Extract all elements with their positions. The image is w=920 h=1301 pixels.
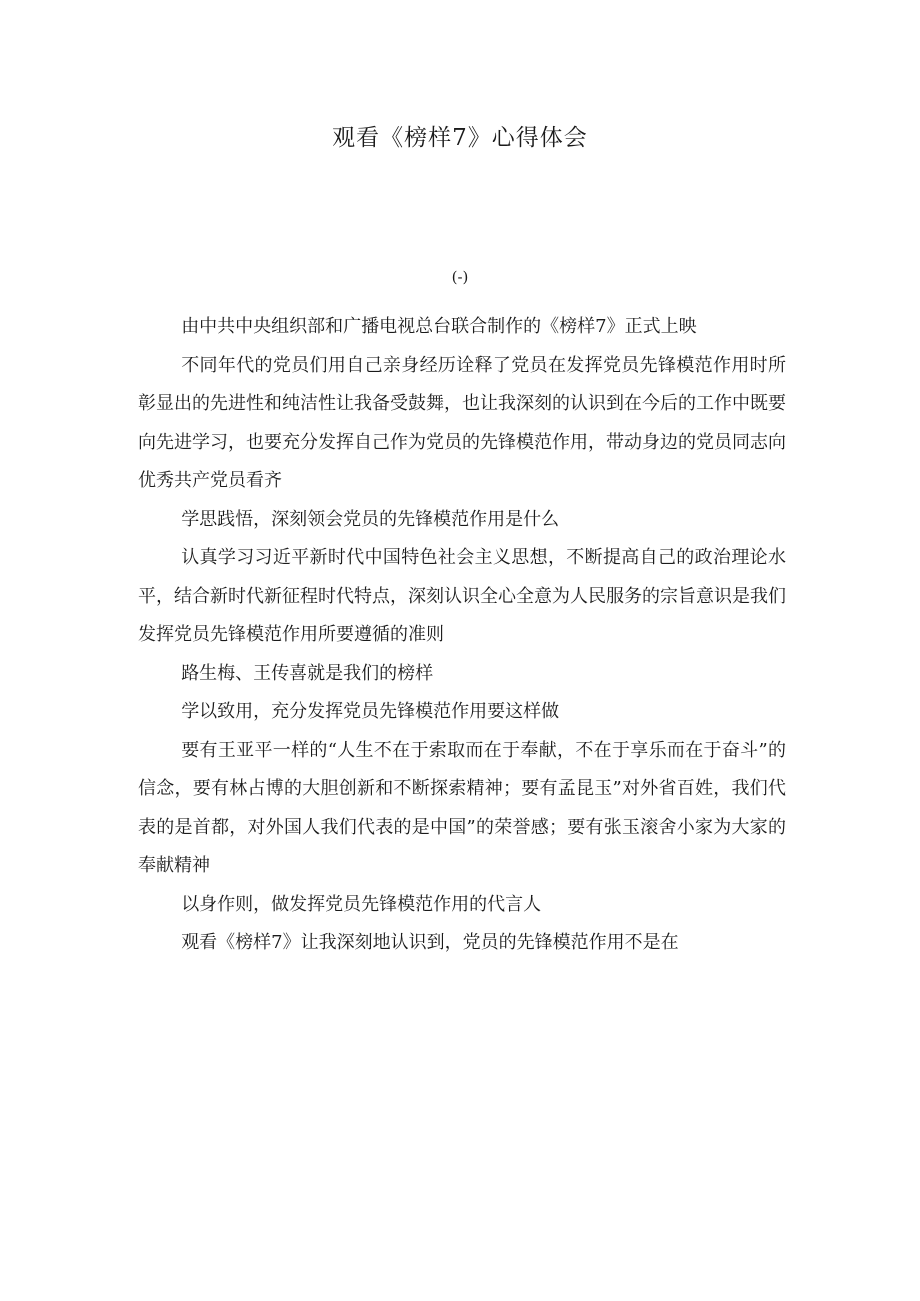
paragraph: 以身作则，做发挥党员先锋模范作用的代言人 (181, 893, 542, 915)
paragraph: 路生梅、王传喜就是我们的榜样 (181, 662, 434, 684)
paragraph: 不同年代的党员们用自己亲身经历诠释了党员在发挥党员先锋模范作用时所彰显出的先进性和纯洁性让我备受鼓舞，也让我深刻的认识到在今后的工作中既要向先进学习，也要充分发挥自己作为党员的先锋模范作用，带动身边的党员同志向优秀共产党员看齐 (138, 354, 786, 491)
paragraph: 认真学习习近平新时代中国特色社会主义思想，不断提高自己的政治理论水平，结合新时代新征程时代特点，深刻认识全心全意为人民服务的宗旨意识是我们发挥党员先锋模范作用所要遵循的准则 (138, 547, 786, 645)
paragraph: 由中共中央组织部和广播电视总台联合制作的《榜样7》正式上映 (181, 316, 697, 337)
document-body (138, 308, 786, 963)
paragraph: 要有王亚平一样的“人生不在于索取而在于奉献，不在于享乐而在于奋斗”的信念，要有林占博的大胆创新和不断探索精神；要有孟昆玉”对外省百姓，我们代表的是首都，对外国人我们代表的是中国”的荣誉感；要有张玉滚舍小家为大家的奉献精神 (138, 739, 786, 876)
section-number: (-) (451, 268, 469, 286)
paragraph: 观看《榜样7》让我深刻地认识到，党员的先锋模范作用不是在 (181, 932, 679, 953)
document-title: 观看《榜样7》心得体会 (332, 125, 588, 151)
paragraph: 学思践悟，深刻领会党员的先锋模范作用是什么 (181, 508, 560, 530)
paragraph: 学以致用，充分发挥党员先锋模范作用要这样做 (181, 701, 560, 722)
